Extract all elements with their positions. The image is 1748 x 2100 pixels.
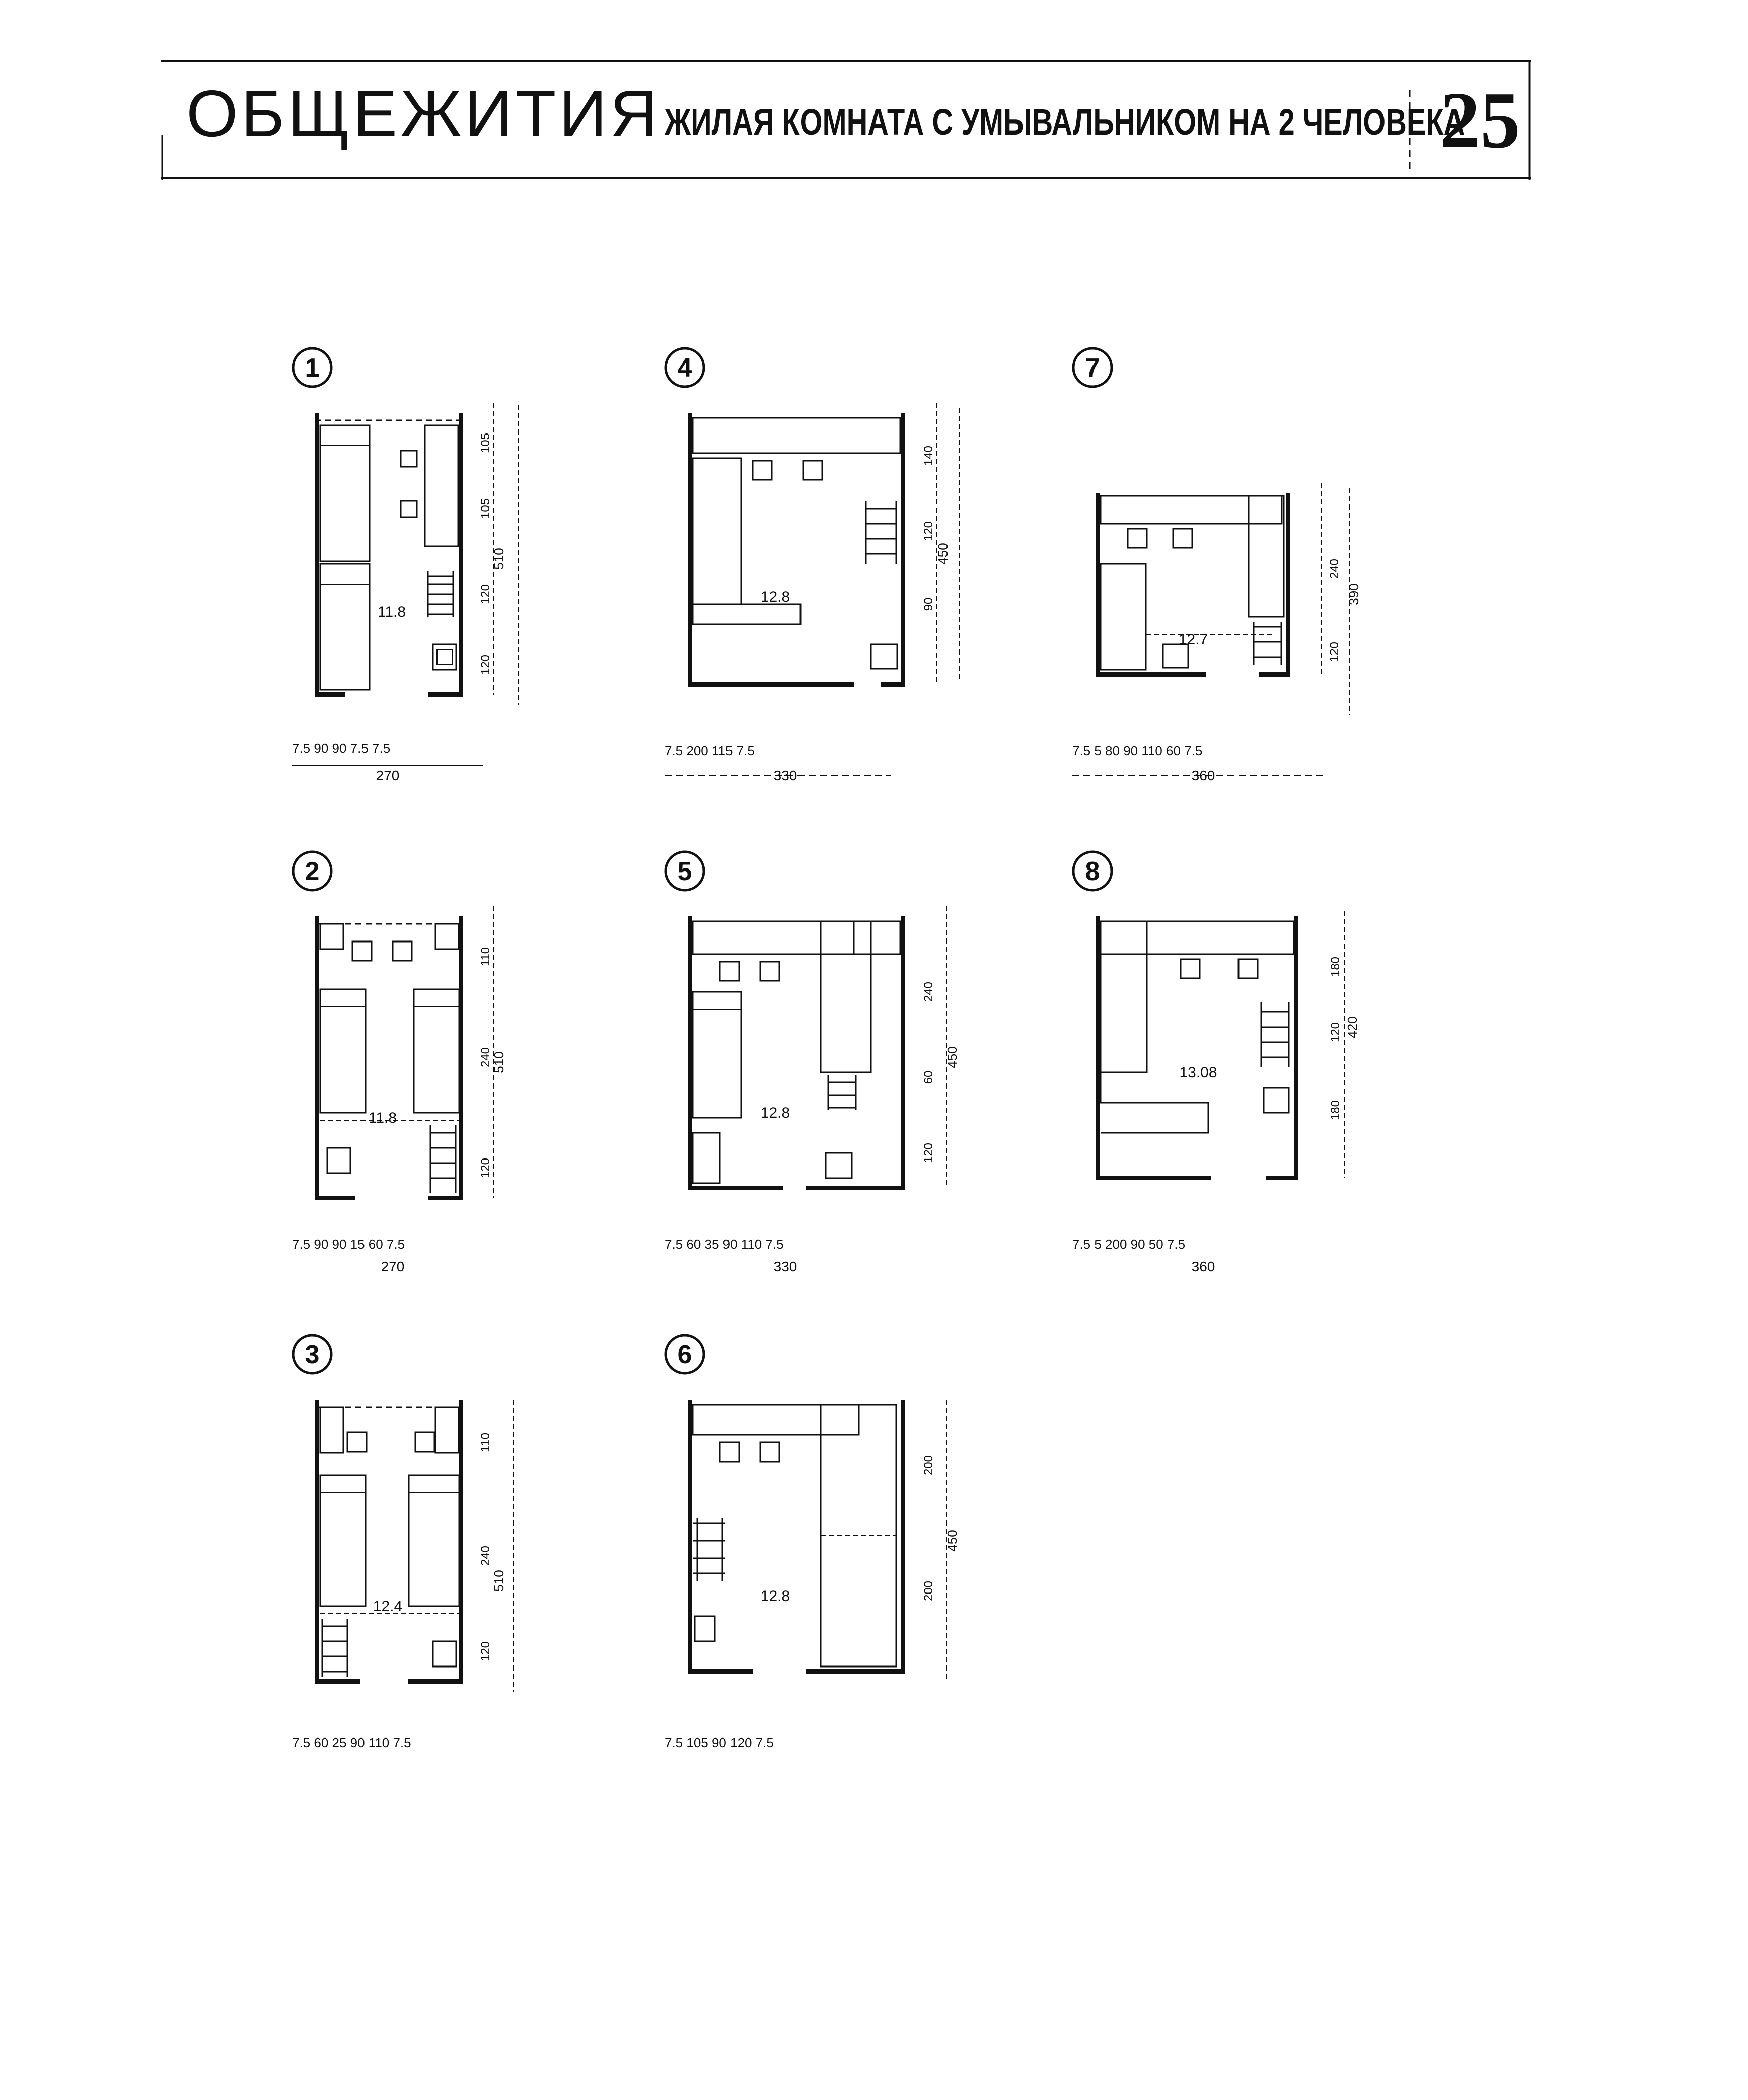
plan-1-drawing — [282, 342, 564, 785]
plan-6 — [654, 1329, 977, 1772]
plan-2-drawing — [282, 846, 564, 1289]
plan-7-area: 12.7 — [1178, 631, 1208, 648]
plan-1-area: 11.8 — [377, 604, 406, 620]
plan-7-total-height: 390 — [1346, 583, 1361, 605]
plan-8-total-height: 420 — [1345, 1016, 1360, 1038]
plan-8-drawing — [1052, 846, 1395, 1289]
plan-2-area: 11.8 — [368, 1110, 397, 1126]
plan-4-dim-v5: 90 — [922, 597, 935, 611]
plan-1-width-dims: 7.5 90 90 7.5 7.5 — [292, 741, 391, 756]
plan-2-total-height: 510 — [491, 1051, 506, 1073]
plan-7 — [1052, 342, 1395, 785]
plan-2-dim-v2: 110 — [479, 947, 492, 967]
plan-3-area: 12.4 — [373, 1598, 403, 1615]
plan-1-dim-v6: 120 — [479, 654, 492, 675]
plan-4-area: 12.8 — [760, 589, 790, 605]
plan-7-dim-v2: 240 — [1328, 558, 1341, 580]
plan-3-dim-v2: 110 — [479, 1432, 492, 1453]
plan-5 — [654, 846, 977, 1289]
plan-8 — [1052, 846, 1395, 1289]
plan-7-drawing — [1052, 342, 1395, 785]
plan-6-total-height: 450 — [944, 1530, 960, 1552]
plan-8-number: 8 — [1085, 857, 1100, 886]
plan-1-dim-v2: 105 — [479, 432, 492, 454]
plan-6-width-dims: 7.5 105 90 120 7.5 — [665, 1735, 774, 1750]
plan-5-drawing — [654, 846, 977, 1289]
plan-2 — [282, 846, 564, 1289]
plan-2-dim-v6: 120 — [479, 1157, 492, 1179]
plan-8-dim-v2: 180 — [1329, 956, 1342, 977]
plan-3-number: 3 — [305, 1340, 320, 1369]
plan-5-number: 5 — [677, 857, 692, 886]
plan-4-drawing — [654, 342, 977, 785]
plan-1-total-width: 270 — [376, 768, 400, 783]
page-title: ОБЩЕЖИТИЯ — [186, 77, 661, 151]
plan-4-number: 4 — [677, 353, 692, 383]
plan-5-width-dims: 7.5 60 35 90 110 7.5 — [665, 1237, 784, 1252]
plan-2-dim-v4: 240 — [479, 1047, 492, 1068]
plan-3-dim-v6: 120 — [479, 1641, 492, 1662]
plan-8-dim-v3: 120 — [1329, 1022, 1342, 1043]
plan-8-dim-v4: 180 — [1329, 1100, 1342, 1121]
plan-7-number: 7 — [1085, 353, 1100, 383]
plan-1-total-height: 510 — [491, 548, 506, 570]
plan-6-dim-v2: 200 — [922, 1455, 935, 1476]
plan-3-total-height: 510 — [491, 1570, 506, 1592]
plan-5-total-height: 450 — [944, 1046, 960, 1068]
page-number: 25 — [1440, 75, 1520, 165]
plan-4-dim-v2: 140 — [922, 445, 935, 466]
plan-7-dim-v4: 120 — [1328, 641, 1341, 663]
page-header — [161, 59, 1531, 180]
plan-6-area: 12.8 — [760, 1588, 790, 1605]
plan-8-width-dims: 7.5 5 200 90 50 7.5 — [1072, 1237, 1186, 1252]
plan-3-drawing — [282, 1329, 564, 1772]
plan-1 — [282, 342, 564, 785]
plan-5-total-width: 330 — [773, 1259, 797, 1274]
plan-7-width-dims: 7.5 5 80 90 110 60 7.5 — [1072, 743, 1203, 758]
plan-3-width-dims: 7.5 60 25 90 110 7.5 — [292, 1735, 411, 1750]
plan-5-area: 12.8 — [760, 1105, 790, 1121]
plan-7-total-width: 360 — [1191, 768, 1215, 783]
plan-4 — [654, 342, 977, 785]
plan-6-number: 6 — [677, 1340, 692, 1369]
plan-4-width-dims: 7.5 200 115 7.5 — [665, 743, 755, 758]
plan-4-dim-v3: 120 — [922, 521, 935, 542]
plan-1-dim-v3: 105 — [479, 498, 492, 519]
plan-1-dim-v5: 120 — [479, 584, 492, 605]
plan-8-total-width: 360 — [1191, 1259, 1215, 1274]
plan-6-dim-v4: 200 — [922, 1580, 935, 1602]
plan-6-drawing — [654, 1329, 977, 1772]
plan-2-total-width: 270 — [381, 1259, 405, 1274]
plan-8-area: 13.08 — [1179, 1064, 1217, 1081]
plan-4-total-width: 330 — [773, 768, 797, 783]
plan-2-width-dims: 7.5 90 90 15 60 7.5 — [292, 1237, 405, 1252]
plan-5-dim-v5: 120 — [922, 1142, 935, 1164]
plan-5-dim-v2: 240 — [922, 981, 935, 1002]
plan-3 — [282, 1329, 564, 1772]
plan-5-dim-v3: 60 — [922, 1070, 935, 1084]
plan-3-dim-v4: 240 — [479, 1545, 492, 1566]
plan-1-number: 1 — [305, 353, 320, 383]
plan-4-total-height: 450 — [935, 543, 951, 565]
page-subtitle: ЖИЛАЯ КОМНАТА С УМЫВАЛЬНИКОМ НА 2 ЧЕЛОВЕКА — [665, 101, 1465, 143]
plan-2-number: 2 — [305, 857, 320, 886]
